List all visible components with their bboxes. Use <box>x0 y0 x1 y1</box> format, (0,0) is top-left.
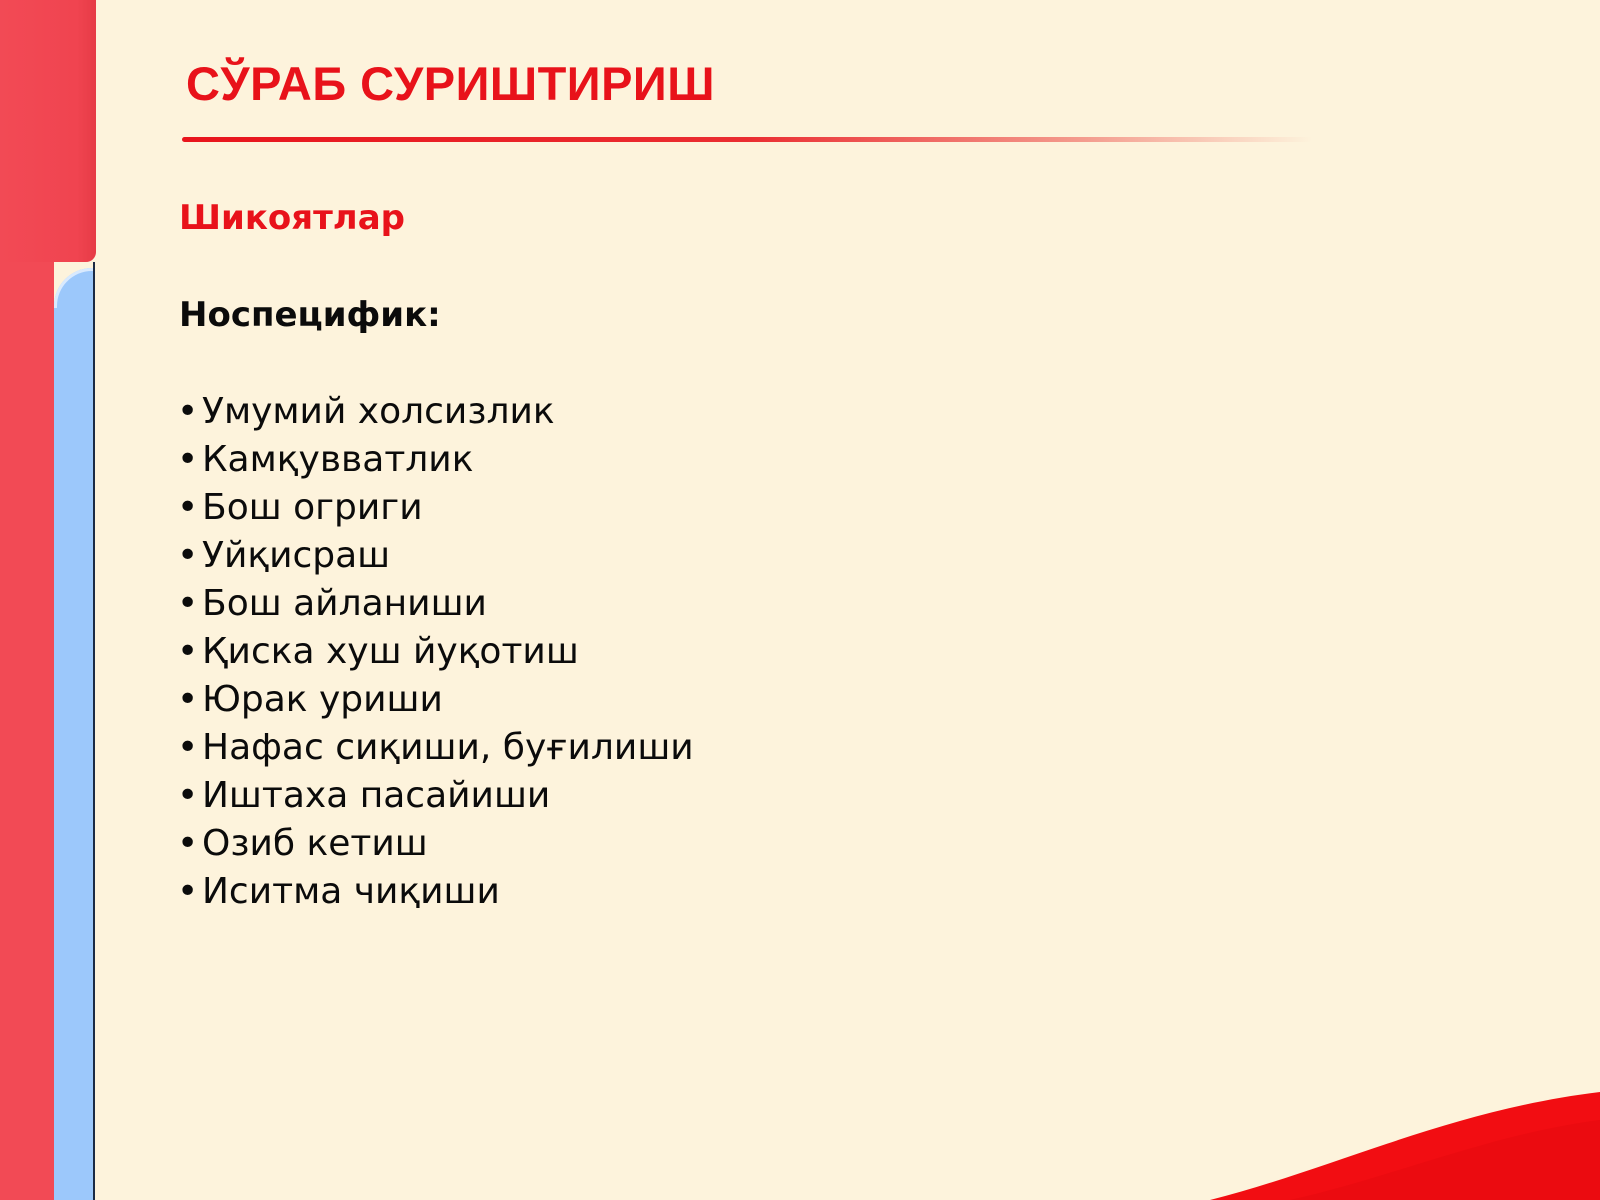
bullet-icon: • <box>177 631 199 672</box>
left-red-bar-top <box>0 0 96 262</box>
list-item <box>177 676 694 724</box>
list-item-text: Озиб кетиш <box>202 823 428 864</box>
list-item <box>177 436 694 484</box>
section-subheading: Шикоятлар <box>179 198 405 238</box>
bullet-icon: • <box>177 439 199 480</box>
list-item-text: Уйқисраш <box>202 535 391 576</box>
list-item <box>177 484 694 532</box>
section-label: Носпецифик: <box>179 295 441 335</box>
bullet-icon: • <box>177 487 199 528</box>
list-item-text: Камқувватлик <box>202 439 474 480</box>
bullet-icon: • <box>177 391 199 432</box>
bullet-icon: • <box>177 871 199 912</box>
list-item <box>177 580 694 628</box>
list-item-text: Иситма чиқиши <box>202 871 500 912</box>
decorative-red-swoosh <box>1150 1060 1600 1200</box>
list-item <box>177 772 694 820</box>
bullet-icon: • <box>177 583 199 624</box>
list-item <box>177 820 694 868</box>
left-divider-line <box>93 262 95 1200</box>
list-item-text: Бош айланиши <box>202 583 487 624</box>
bullet-icon: • <box>177 679 199 720</box>
slide-title: СЎРАБ СУРИШТИРИШ <box>186 57 715 110</box>
list-item-text: Нафас сиқиши, буғилиши <box>202 727 694 768</box>
list-item-text: Бош огриги <box>202 487 423 528</box>
list-item <box>177 532 694 580</box>
list-item-text: Умумий холсизлик <box>202 391 555 432</box>
bullet-icon: • <box>177 727 199 768</box>
list-item <box>177 868 694 916</box>
bullet-icon: • <box>177 535 199 576</box>
bullet-icon: • <box>177 775 199 816</box>
list-item <box>177 388 694 436</box>
list-item <box>177 628 694 676</box>
title-underline <box>182 137 1312 142</box>
list-item-text: Иштаха пасайиши <box>202 775 551 816</box>
list-item-text: Юрак уриши <box>202 679 443 720</box>
list-item <box>177 724 694 772</box>
list-item-text: Қиска хуш йуқотиш <box>202 631 579 672</box>
complaints-list <box>177 388 694 916</box>
left-blue-bar-highlight <box>54 268 94 308</box>
left-blue-bar <box>54 268 94 1200</box>
bullet-icon: • <box>177 823 199 864</box>
